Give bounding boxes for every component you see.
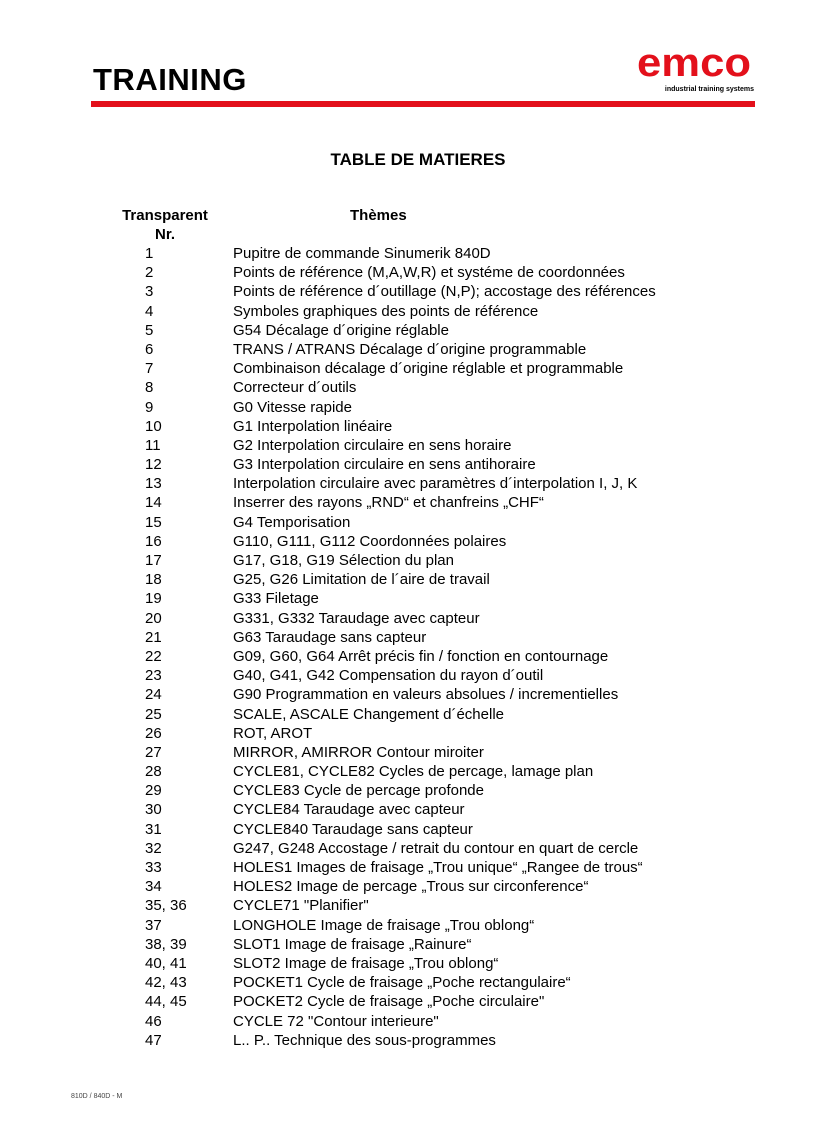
toc-row-number: 9 (145, 398, 154, 416)
toc-row-number: 37 (145, 916, 162, 934)
toc-row-topic: G17, G18, G19 Sélection du plan (233, 552, 454, 569)
toc-row-number: 20 (145, 609, 162, 627)
toc-row-number: 44, 45 (145, 993, 187, 1011)
toc-row-topic: CYCLE81, CYCLE82 Cycles de percage, lamage plan (233, 763, 594, 781)
toc-row-number: 3 (145, 283, 154, 301)
toc-row (0, 954, 816, 973)
toc-row-topic: G1 Interpolation linéaire (233, 417, 393, 435)
toc-row (0, 609, 816, 628)
toc-row-topic: Symboles graphiques des points de référence (233, 302, 539, 320)
toc-row-topic: L.. P.. Technique des sous-programmes (233, 1031, 496, 1049)
toc-row (0, 321, 816, 340)
toc-row-topic: LONGHOLE Image de fraisage „Trou oblong“ (233, 916, 535, 934)
toc-row (0, 935, 816, 954)
toc-row-topic: G2 Interpolation circulaire en sens horaire (233, 436, 512, 454)
toc-row-topic: G247, G248 Accostage / retrait du contour en quart de cercle (233, 839, 639, 857)
toc-row (0, 781, 816, 800)
toc-row (0, 800, 816, 819)
toc-row-number: 8 (145, 379, 154, 397)
toc-row-number: 15 (145, 513, 162, 531)
toc-row-number: 31 (145, 820, 162, 838)
toc-row-number: 1 (145, 245, 154, 262)
toc-row-number: 40, 41 (145, 954, 187, 972)
header-title: TRAINING (93, 62, 247, 97)
toc-row-number: 25 (145, 705, 162, 723)
toc-row (0, 589, 816, 608)
toc-row-number: 7 (145, 360, 154, 378)
toc-row-number: 16 (145, 532, 162, 550)
toc-row-topic: Pupitre de commande Sinumerik 840D (233, 245, 491, 262)
page-title: TABLE DE MATIERES (330, 150, 506, 169)
toc-row-number: 33 (145, 859, 162, 876)
toc-row-topic: CYCLE84 Taraudage avec capteur (233, 801, 465, 819)
toc-row (0, 398, 816, 417)
table-of-contents (0, 244, 816, 1050)
toc-row-number: 13 (145, 475, 162, 493)
toc-row-topic: TRANS / ATRANS Décalage d´origine programmable (233, 340, 587, 358)
toc-row-number: 47 (145, 1031, 162, 1049)
toc-row (0, 244, 816, 263)
toc-row-topic: HOLES1 Images de fraisage „Trou unique“ „Rangee de trous“ (233, 859, 643, 876)
toc-row (0, 282, 816, 301)
toc-row (0, 896, 816, 915)
toc-row-topic: G54 Décalage d´origine réglable (233, 321, 449, 339)
toc-row-number: 34 (145, 878, 162, 896)
toc-row-number: 2 (145, 264, 154, 282)
toc-row-number: 10 (145, 417, 162, 435)
footer-document-code: 810D / 840D - M (71, 1093, 123, 1100)
toc-row (0, 705, 816, 724)
toc-row (0, 916, 816, 935)
toc-row-topic: G09, G60, G64 Arrêt précis fin / fonction en contournage (233, 647, 609, 665)
toc-row-topic: G110, G111, G112 Coordonnées polaires (233, 532, 507, 550)
toc-row-topic: Points de référence (M,A,W,R) et systéme de coordonnées (233, 264, 625, 282)
toc-row-topic: ROT, AROT (233, 724, 313, 742)
toc-row-number: 27 (145, 743, 162, 761)
toc-row-number: 46 (145, 1012, 162, 1030)
toc-row-number: 28 (145, 763, 162, 781)
toc-row-topic: CYCLE83 Cycle de percage profonde (233, 782, 484, 800)
toc-row (0, 436, 816, 455)
toc-row (0, 570, 816, 589)
toc-row-topic: HOLES2 Image de percage „Trous sur circonference“ (233, 878, 589, 896)
toc-row-number: 4 (145, 302, 154, 320)
toc-row-topic: SLOT2 Image de fraisage „Trou oblong“ (233, 954, 499, 972)
toc-row (0, 724, 816, 743)
toc-row-topic: POCKET1 Cycle de fraisage „Poche rectangulaire“ (233, 974, 571, 992)
header-rule (91, 101, 755, 107)
toc-row-number: 14 (145, 494, 162, 512)
toc-row (0, 455, 816, 474)
toc-row (0, 513, 816, 532)
toc-row (0, 417, 816, 436)
toc-row-number: 32 (145, 839, 162, 857)
toc-row (0, 474, 816, 493)
toc-row (0, 359, 816, 378)
toc-row-topic: Correcteur d´outils (233, 379, 357, 397)
toc-row-number: 12 (145, 456, 162, 474)
logo-tagline: industrial training systems (664, 86, 754, 93)
toc-row (0, 877, 816, 896)
toc-row (0, 992, 816, 1011)
toc-row-number: 23 (145, 667, 162, 685)
toc-row-topic: CYCLE71 "Planifier" (233, 897, 369, 915)
toc-row (0, 666, 816, 685)
toc-row-topic: CYCLE840 Taraudage sans capteur (233, 820, 473, 838)
toc-row (0, 551, 816, 570)
toc-row-topic: CYCLE 72 "Contour interieure" (233, 1012, 439, 1030)
toc-row-number: 42, 43 (145, 974, 187, 992)
toc-row-number: 11 (145, 436, 161, 454)
toc-row (0, 685, 816, 704)
toc-row-topic: Interpolation circulaire avec paramètres d´interpolation I, J, K (233, 475, 638, 493)
toc-row-number: 18 (145, 571, 162, 589)
toc-row-number: 35, 36 (145, 897, 187, 915)
toc-row (0, 820, 816, 839)
toc-row (0, 378, 816, 397)
toc-row-number: 5 (145, 321, 154, 339)
toc-row-number: 30 (145, 801, 162, 819)
toc-row-number: 19 (145, 590, 162, 608)
toc-row (0, 532, 816, 551)
toc-row-topic: POCKET2 Cycle de fraisage „Poche circulaire" (233, 993, 545, 1011)
toc-row-topic: MIRROR, AMIRROR Contour miroiter (233, 743, 484, 761)
toc-row (0, 1031, 816, 1050)
toc-row (0, 858, 816, 877)
toc-row (0, 628, 816, 647)
toc-row-number: 17 (145, 552, 162, 569)
toc-row (0, 743, 816, 762)
column-header-themes: Thèmes (350, 207, 407, 224)
toc-row (0, 647, 816, 666)
toc-row-topic: G3 Interpolation circulaire en sens antihoraire (233, 456, 536, 474)
toc-row-topic: G90 Programmation en valeurs absolues / incrementielles (233, 686, 619, 704)
toc-row (0, 973, 816, 992)
toc-row-number: 29 (145, 782, 162, 800)
toc-row-number: 6 (145, 340, 154, 358)
toc-row-topic: SCALE, ASCALE Changement d´échelle (233, 705, 504, 723)
column-header-transparent-nr: Transparent Nr. (122, 207, 208, 243)
emco-logo (636, 47, 752, 80)
toc-row-topic: Inserrer des rayons „RND“ et chanfreins „CHF“ (233, 494, 544, 512)
toc-row (0, 1012, 816, 1031)
toc-row-number: 26 (145, 724, 162, 742)
toc-row (0, 302, 816, 321)
toc-row (0, 839, 816, 858)
toc-row (0, 762, 816, 781)
toc-row-topic: G40, G41, G42 Compensation du rayon d´outil (233, 667, 544, 685)
toc-row (0, 263, 816, 282)
toc-row-topic: Points de référence d´outillage (N,P); accostage des références (233, 283, 656, 301)
toc-row (0, 340, 816, 359)
toc-row-number: 22 (145, 647, 162, 665)
toc-row (0, 493, 816, 512)
toc-row-topic: G4 Temporisation (233, 513, 351, 531)
toc-row-number: 38, 39 (145, 935, 187, 953)
toc-row-topic: G0 Vitesse rapide (233, 398, 352, 416)
toc-row-topic: G33 Filetage (233, 590, 319, 608)
toc-row-topic: G331, G332 Taraudage avec capteur (233, 609, 480, 627)
toc-row-number: 24 (145, 686, 162, 704)
toc-row-topic: G63 Taraudage sans capteur (233, 628, 427, 646)
toc-row-topic: G25, G26 Limitation de l´aire de travail (233, 571, 490, 589)
toc-row-topic: Combinaison décalage d´origine réglable et programmable (233, 360, 624, 378)
logo-text: emco (637, 47, 751, 80)
toc-row-number: 21 (145, 628, 162, 646)
toc-row-topic: SLOT1 Image de fraisage „Rainure“ (233, 935, 472, 953)
